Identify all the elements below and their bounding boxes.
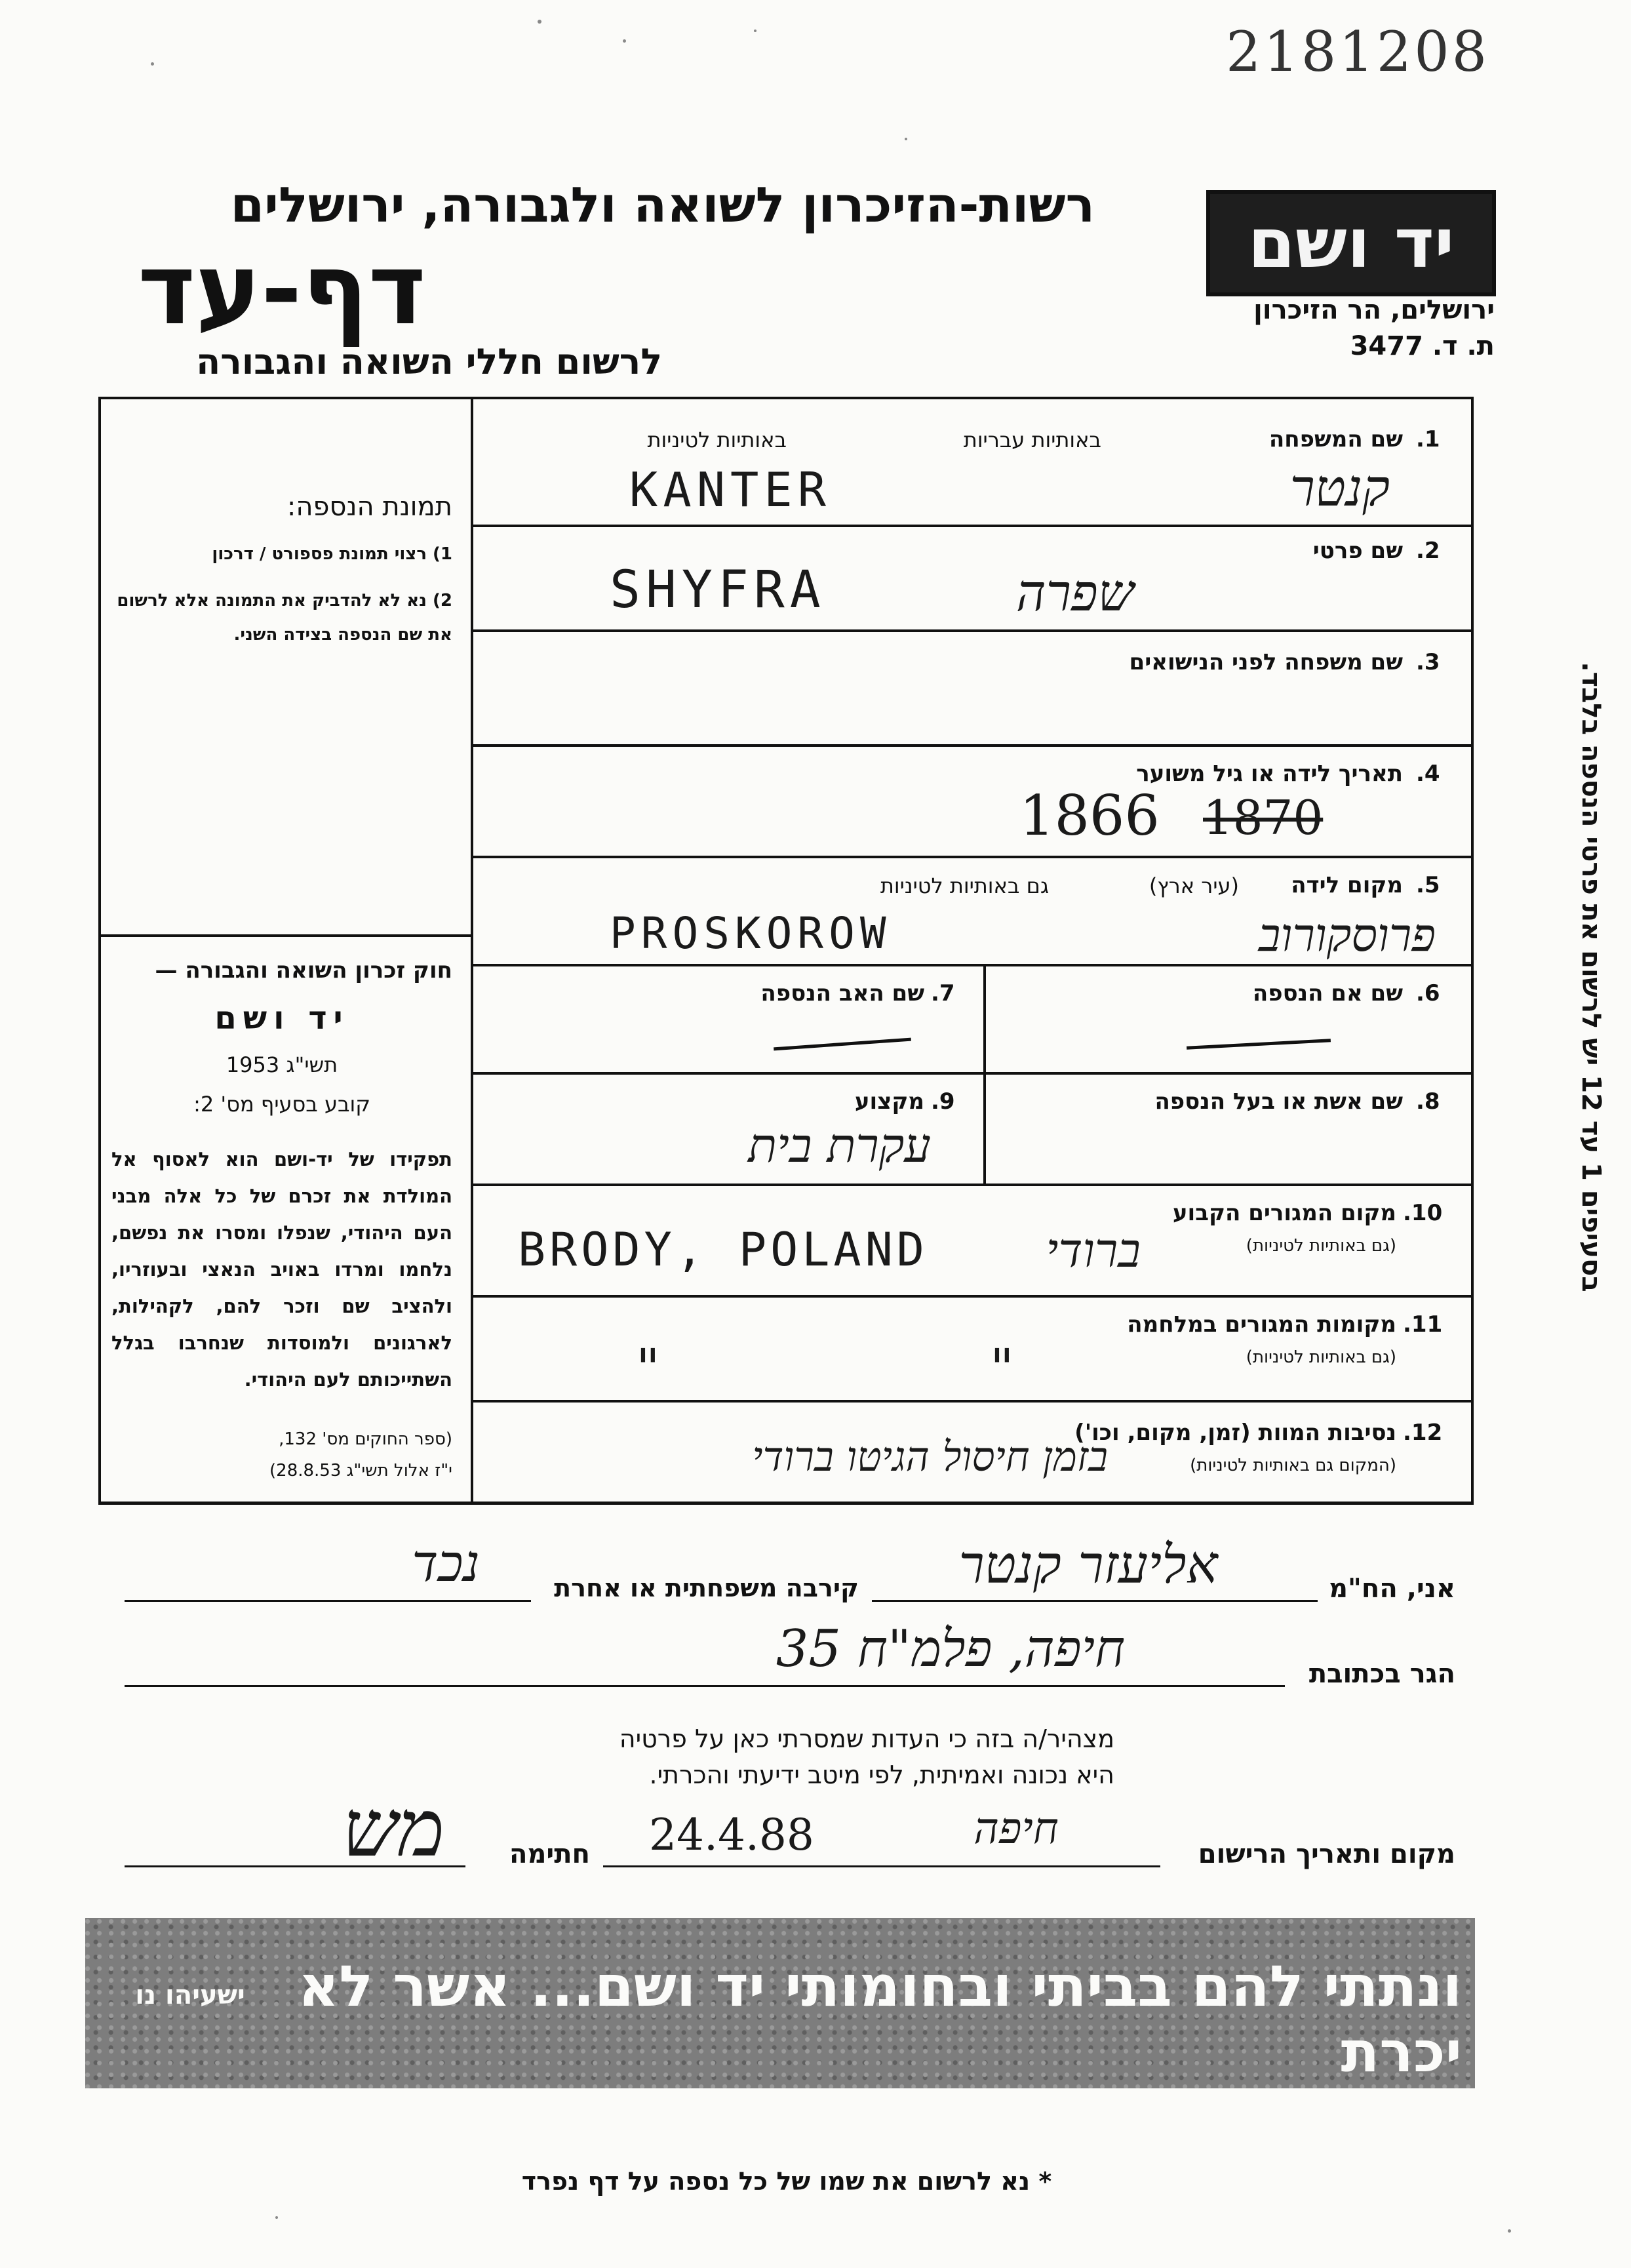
field-2-num: 2.: [1416, 538, 1440, 564]
field-7-label: שם האב הנספה: [760, 980, 924, 1006]
field-11-latin-note: (גם באותיות לטיניות): [1246, 1347, 1396, 1367]
institution-name: רשות-הזיכרון לשואה ולגבורה, ירושלים: [230, 177, 1095, 233]
place-value[interactable]: חיפה: [973, 1803, 1059, 1854]
statement-line-2: היא נכונה ואמיתית, לפי מיטב ידיעתי והכרתי.: [649, 1761, 1114, 1789]
relation-value[interactable]: נכד: [412, 1534, 480, 1593]
field-12-latin-note: (המקום גם באותיות לטיניות): [1190, 1456, 1396, 1475]
address-label: הגר בכתובת: [1308, 1659, 1455, 1689]
field-11-label: מקומות המגורים במלחמה: [1127, 1311, 1396, 1338]
field-5-value-latin[interactable]: PROSKOROW: [610, 908, 892, 959]
date-value[interactable]: 24.4.88: [649, 1810, 814, 1860]
field-1-value-latin[interactable]: KANTER: [629, 462, 832, 517]
field-1-label: שם המשפחה: [1268, 426, 1403, 452]
field-9-num: 9.: [931, 1088, 955, 1115]
banner-text: ונתתי להם בביתי ובחומותי יד ושם... אשר לא יכרת: [298, 1954, 1462, 2085]
law-year: תשי"ג 1953: [226, 1052, 338, 1077]
footer-note: * נא לרשום את שמו של כל נספה על דף נפרד: [521, 2167, 1052, 2196]
declarant-line: [872, 1600, 1318, 1602]
law-date: י"ז אלול תשי"ג 28.8.53): [269, 1461, 452, 1481]
place-date-label: מקום ותאריך הרישום: [1198, 1839, 1455, 1869]
field-12-label: נסיבות המוות (זמן, מקום, וכו'): [1074, 1420, 1396, 1446]
address-line-1: ירושלים, הר הזיכרון: [1253, 295, 1495, 325]
field-3-label: שם משפחה לפני הנישואים: [1129, 649, 1403, 675]
field-4-num: 4.: [1416, 761, 1440, 787]
field-11-value-right[interactable]: ": [990, 1338, 1014, 1399]
field-8-num: 8.: [1416, 1088, 1440, 1115]
field-6-num: 6.: [1416, 980, 1440, 1006]
field-4-value[interactable]: 1866: [1019, 784, 1160, 848]
logo-text: יד ושם: [1248, 203, 1455, 283]
yad-vashem-logo: [1206, 190, 1496, 296]
law-heading: חוק זכרון השואה והגבורה —: [155, 957, 452, 984]
declarant-value[interactable]: אליעזר קנטר: [958, 1534, 1218, 1595]
field-4-label: תאריך לידה או גיל משוער: [1136, 761, 1403, 787]
field-12-num: 12.: [1403, 1420, 1443, 1446]
quote-banner: [85, 1918, 1475, 2088]
field-1-num: 1.: [1416, 426, 1440, 452]
field-3-num: 3.: [1416, 649, 1440, 675]
side-note: בסעיפים 1 עד 12 יש לרשום את פרטי הנספה בלבד.: [1576, 662, 1606, 1292]
field-5-latin-note: גם באותיות לטיניות: [880, 873, 1049, 898]
photo-note-1: 1) רצוי תמונת פספורט / דרכון: [212, 544, 452, 564]
field-5-sub: (עיר ארץ): [1149, 873, 1239, 898]
address-value[interactable]: חיפה, פלמ"ח 35: [776, 1620, 1126, 1679]
relation-label: קירבה משפחתית או אחרת: [554, 1574, 859, 1602]
field-2-value-hebrew[interactable]: שפרה: [1015, 564, 1134, 623]
signature-value[interactable]: מש: [342, 1783, 445, 1875]
field-4-struck-value: 1870: [1203, 790, 1324, 845]
field-10-label: מקום המגורים הקבוע: [1172, 1200, 1396, 1226]
banner-source: ישעיהו נו: [135, 1980, 245, 2010]
law-clause: קובע בסעיף מס' 2:: [193, 1092, 370, 1117]
photo-note-2: 2) נא לא להדביק את התמונה אלא לרשום את שם הנספה בצידה השני.: [117, 591, 452, 645]
place-date-line: [603, 1865, 1160, 1867]
field-11-value-left[interactable]: ": [636, 1338, 660, 1399]
field-11-num: 11.: [1403, 1311, 1443, 1338]
field-10-num: 10.: [1403, 1200, 1443, 1226]
field-6-label: שם אם הנספה: [1252, 980, 1403, 1006]
law-name: יד ושם: [214, 1000, 349, 1037]
law-source: (ספר החוקים מס' 132,: [279, 1429, 452, 1449]
field-12-value[interactable]: בזמן חיסול הגיטו ברודי: [752, 1433, 1108, 1481]
field-1-value-hebrew[interactable]: קנטר: [1289, 459, 1390, 518]
field-5-num: 5.: [1416, 872, 1440, 898]
address-line-2: ת. ד. 3477: [1350, 331, 1495, 361]
document-number: 2181208: [1226, 20, 1490, 84]
declarant-label: אני, הח"מ: [1329, 1574, 1455, 1604]
photo-box-title: תמונת הנספה:: [286, 492, 452, 522]
form-title: דף-עד: [138, 233, 426, 347]
field-1-latin-hint: באותיות לטיניות: [647, 428, 787, 452]
statement-line-1: מצהיר/ה בזה כי העדות שמסרתי כאן על פרטיה: [619, 1724, 1114, 1753]
field-1-hebrew-hint: באותיות עבריות: [963, 428, 1101, 452]
field-10-latin-note: (גם באותיות לטיניות): [1246, 1236, 1396, 1256]
field-8-label: שם אשת או בעל הנספה: [1154, 1088, 1403, 1115]
field-5-label: מקום לידה: [1291, 872, 1403, 898]
law-text: תפקידו של יד-ושם הוא לאסוף אל המולדת את זכרם של כל אלה מבני העם היהודי, שנפלו ומסרו את נפשם, נלחמו ומרדו באויב הנאצי ובעוזריו, ולהציב שם וזכר להם, לקהילות, לארגונים ולמוסדות שנחרבו בגלל השתייכותם לעם היהודי.: [111, 1148, 452, 1391]
field-2-label: שם פרטי: [1312, 538, 1403, 564]
field-2-value-latin[interactable]: SHYFRA: [610, 561, 826, 620]
field-9-label: מקצוע: [854, 1088, 924, 1115]
field-10-value-latin[interactable]: BRODY, POLAND: [518, 1223, 928, 1277]
signature-label: חתימה: [509, 1839, 590, 1869]
address-line: [125, 1685, 1285, 1687]
field-9-value[interactable]: עקרת בית: [748, 1118, 931, 1173]
field-5-value-hebrew[interactable]: פרוסקורוב: [1258, 908, 1436, 962]
form-subtitle: לרשום חללי השואה והגבורה: [196, 341, 662, 382]
field-7-num: 7.: [931, 980, 955, 1006]
field-10-value-hebrew[interactable]: ברודי: [1046, 1223, 1141, 1278]
relation-line: [125, 1600, 531, 1602]
